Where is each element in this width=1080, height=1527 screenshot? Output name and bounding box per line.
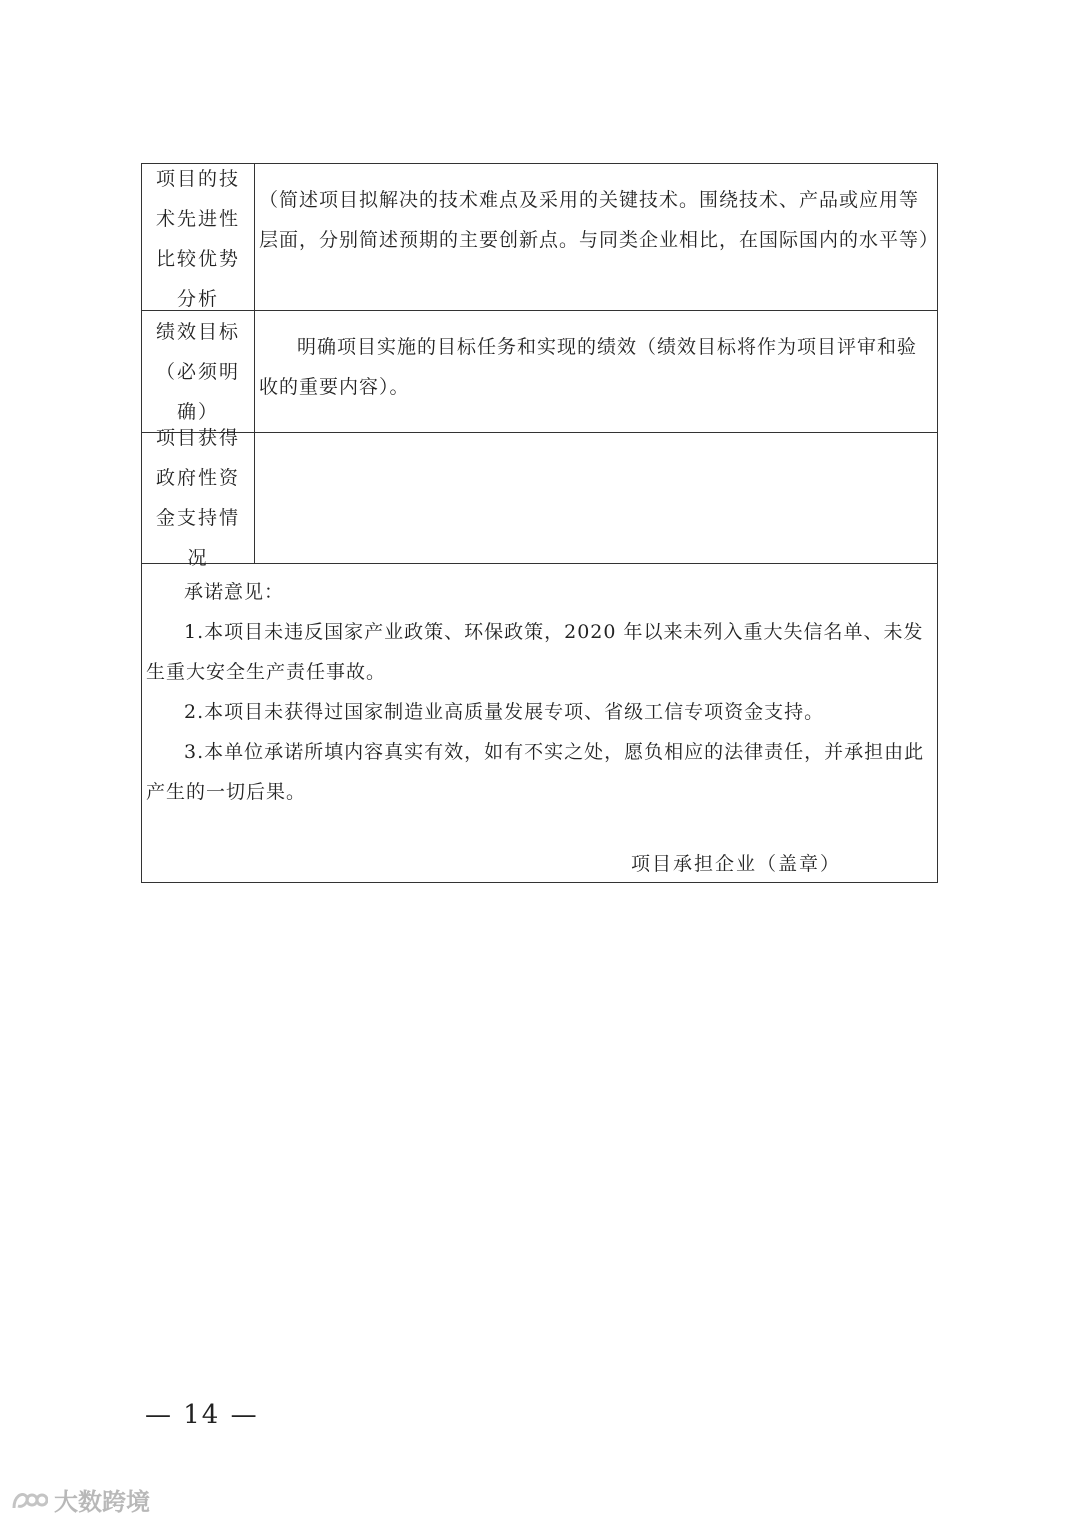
application-form-table <box>141 163 938 883</box>
tech-advantage-label: 项目的技术先进性比较优势分析 <box>142 164 255 310</box>
pledge-item-3: 3.本单位承诺所填内容真实有效，如有不实之处，愿负相应的法律责任，并承担由此产生的一切后果。 <box>146 741 925 803</box>
pledge-title: 承诺意见： <box>184 581 285 603</box>
watermark-logo-icon <box>10 1486 48 1514</box>
performance-goal-row <box>142 311 937 433</box>
government-funding-content <box>255 433 937 563</box>
watermark-text: 大数跨境 <box>54 1488 150 1516</box>
pledge-section <box>142 564 937 882</box>
pledge-item-1: 1.本项目未违反国家产业政策、环保政策，2020 年以来未列入重大失信名单、未发生重大安全生产责任事故。 <box>146 621 924 683</box>
page-number: — 14 — <box>145 1400 259 1430</box>
government-funding-label: 项目获得政府性资金支持情况 <box>142 433 255 563</box>
pledge-item-2: 2.本项目未获得过国家制造业高质量发展专项、省级工信专项资金支持。 <box>184 701 825 723</box>
company-seal-signature: 项目承担企业（盖章） <box>630 853 841 875</box>
tech-advantage-content: （简述项目拟解决的技术难点及采用的关键技术。围绕技术、产品或应用等层面，分别简述预期的主要创新点。与同类企业相比，在国际国内的水平等） <box>259 189 940 251</box>
tech-advantage-row <box>142 164 940 311</box>
performance-goal-content: 明确项目实施的目标任务和实现的绩效（绩效目标将作为项目评审和验收的重要内容）。 <box>259 336 918 398</box>
watermark <box>10 1482 150 1517</box>
performance-goal-label: 绩效目标（必须明确） <box>142 311 255 432</box>
government-funding-row <box>142 427 937 569</box>
